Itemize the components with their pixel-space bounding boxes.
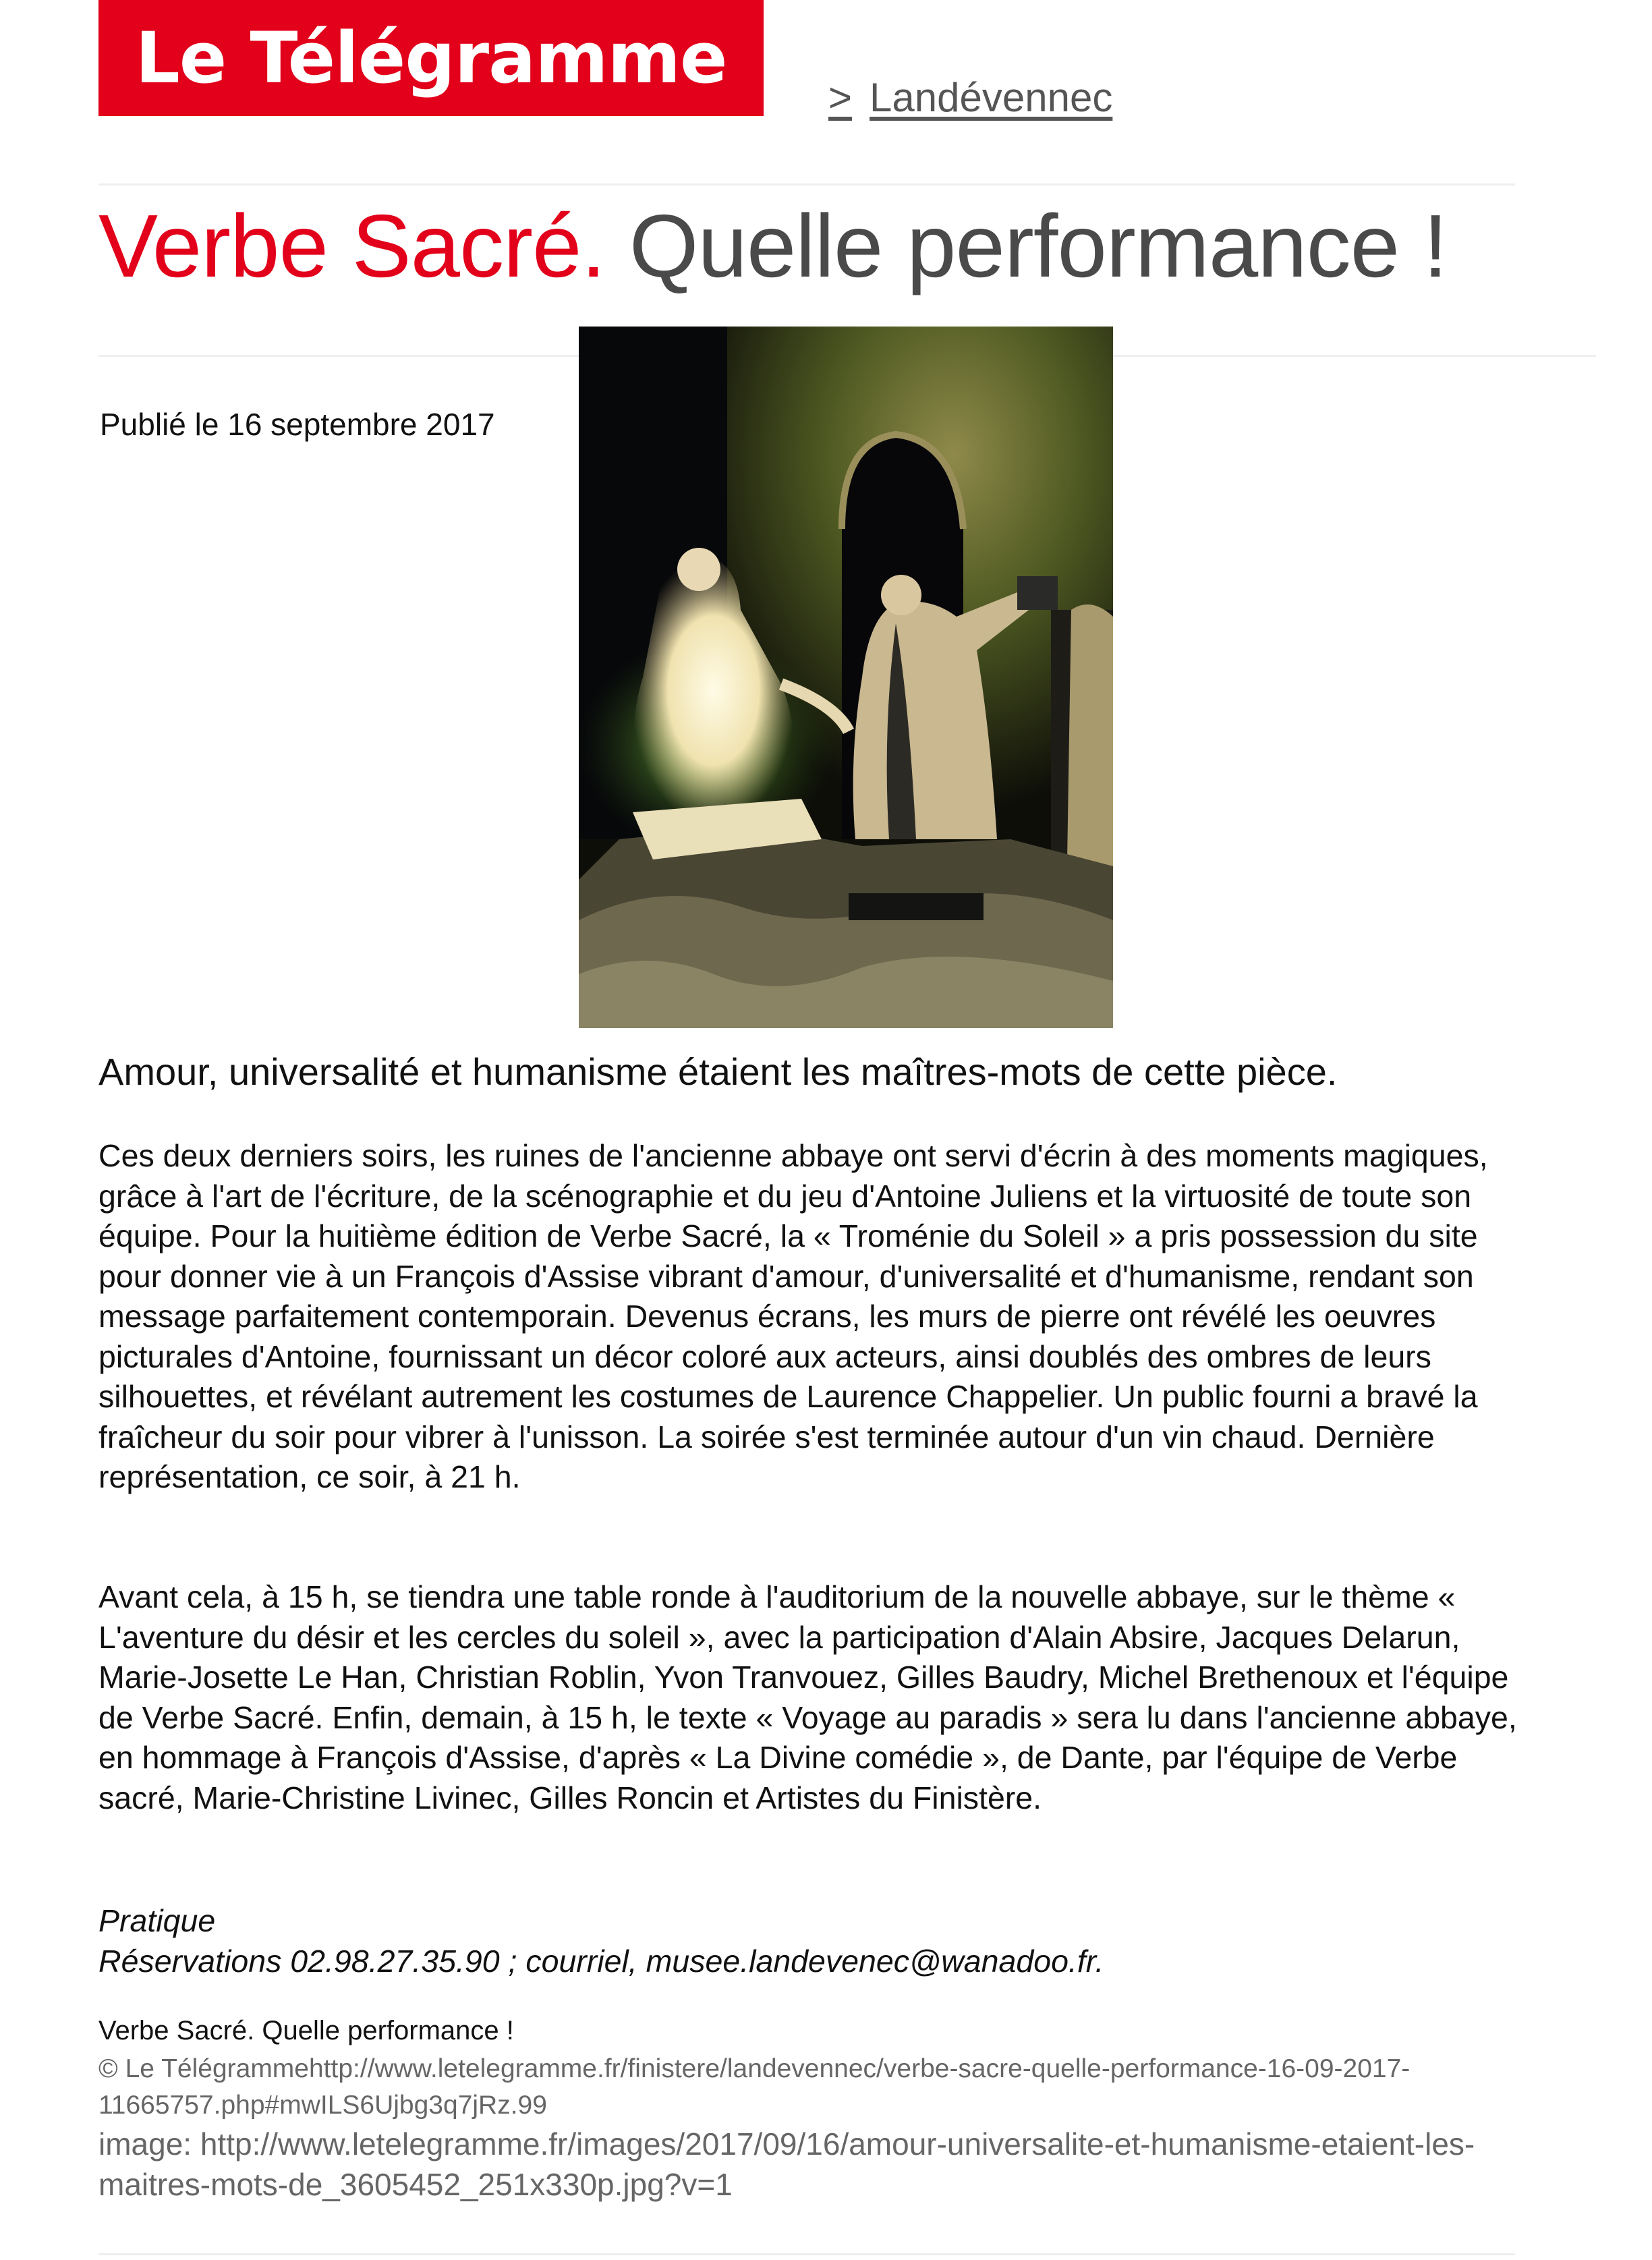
article-lead: Amour, universalité et humanisme étaient les maîtres-mots de cette pièce. (98, 1050, 1338, 1093)
header-divider (98, 183, 1515, 186)
article-title (98, 197, 1447, 295)
image-url[interactable]: image: http://www.letelegramme.fr/images/2017/09/16/amour-universalite-et-humanisme-etaient-les-maitres-mots-de_3605452_251x330p.jpg?v=1 (98, 2126, 1475, 2202)
source-title: Verbe Sacré. Quelle performance ! (98, 2016, 514, 2045)
footer-divider (98, 2253, 1515, 2255)
practical-label: Pratique (98, 1903, 216, 1938)
publication-date: Publié le 16 septembre 2017 (100, 407, 495, 442)
breadcrumb-link[interactable] (828, 74, 1112, 121)
article-paragraph-1: Ces deux derniers soirs, les ruines de l'ancienne abbaye ont servi d'écrin à des moments magiques, grâce à l'art de l'écriture, de la scénographie et du jeu d'Antoine Juliens et la virtuosité de toute son équipe. Pour la huitième édition de Verbe Sacré, la « Troménie du Soleil » a pris possession du site pour donner vie à un François d'Assise vibrant d'amour, d'universalité et d'humanisme, rendant son message parfaitement contemporain. Devenus écrans, les murs de pierre ont révélé les oeuvres picturales d'Antoine, fournissant un décor coloré aux acteurs, ainsi doublés des ombres de leurs silhouettes, et révélant autrement les costumes de Laurence Chappelier. Un public fourni a bravé la fraîcheur du soir pour vibrer à l'unisson. La soirée s'est terminée autour d'un vin chaud. Dernière représentation, ce soir, à 21 h. (98, 1138, 1488, 1494)
breadcrumb-separator: > (828, 75, 853, 120)
article-photo (579, 327, 1113, 1028)
title-kicker: Verbe Sacré. (98, 196, 606, 295)
title-main: Quelle performance ! (629, 196, 1448, 295)
logo-text: Le Télégramme (135, 17, 727, 99)
breadcrumb-label: Landévennec (870, 75, 1113, 120)
site-logo[interactable] (98, 0, 764, 116)
practical-text: Réservations 02.98.27.35.90 ; courriel, musee.landevenec@wanadoo.fr. (98, 1943, 1104, 1979)
article-paragraph-2: Avant cela, à 15 h, se tiendra une table ronde à l'auditorium de la nouvelle abbaye, sur le thème « L'aventure du désir et les cercles du soleil », avec la participation d'Alain Absire, Jacques Delarun, Marie-Josette Le Han, Christian Roblin, Yvon Tranvouez, Gilles Baudry, Michel Brethenoux et l'équipe de Verbe Sacré. Enfin, demain, à 15 h, le texte « Voyage au paradis » sera lu dans l'ancienne abbaye, en hommage à François d'Assise, d'après « La Divine comédie », de Dante, par l'équipe de Verbe sacré, Marie-Christine Livinec, Gilles Roncin et Artistes du Finistère. (98, 1579, 1517, 1815)
stage-scene-illustration (579, 327, 1113, 1028)
source-url[interactable]: © Le Télégrammehttp://www.letelegramme.fr/finistere/landevennec/verbe-sacre-quelle-performance-16-09-2017-11665757.php#mwILS6Ujbg3q7jRz.99 (98, 2054, 1411, 2120)
practical-info (98, 1901, 1104, 1981)
